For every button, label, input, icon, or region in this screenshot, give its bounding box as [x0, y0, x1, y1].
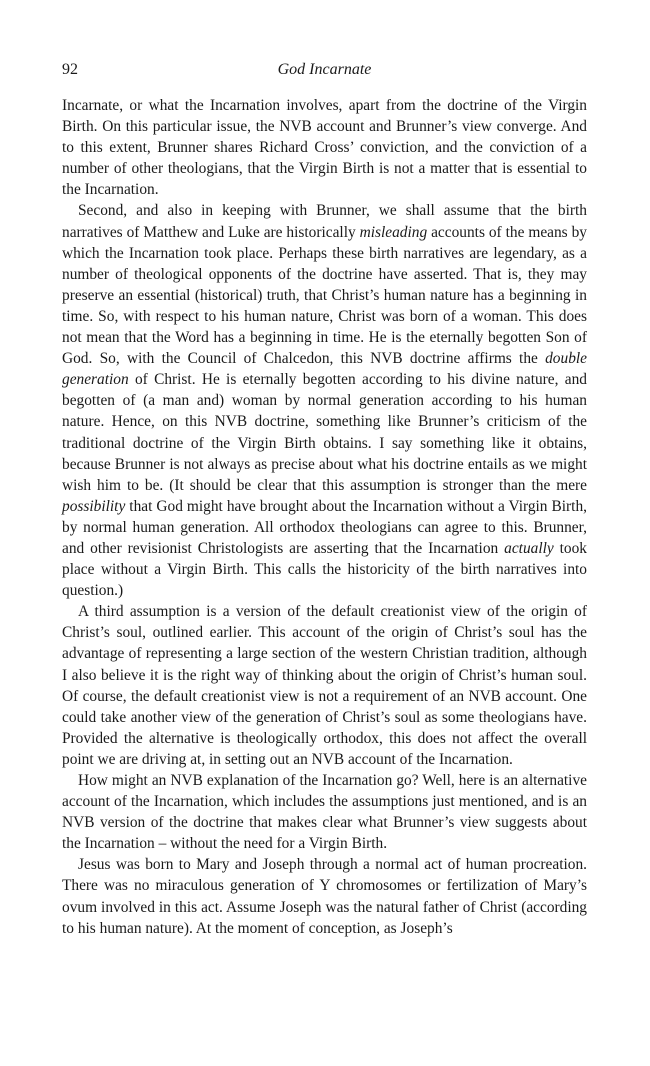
- paragraph: [62, 854, 587, 938]
- text-run: of Christ. He is eternally begotten according to his divine nature, and begotten of (a man and) woman by normal generation according to his human nature. Hence, on this NVB doctrine, something like Brunner’s criticism of the traditional doctrine of the Virgin Birth obtains. I say something like it obtains, because Brunner is not always as precise about what his doctrine entails as we might wish him to be. (It should be clear that this assumption is stronger than the mere: [62, 371, 587, 494]
- text-run: A third assumption is a version of the default creationist view of the origin of Christ’s soul, outlined earlier. This account of the origin of Christ’s soul has the advantage of representing a large section of the western Christian tradition, although I also believe it is the right way of thinking about the origin of Christ’s human soul. Of course, the default creationist view is not a requirement of an NVB account. One could take another view of the generation of Christ’s soul as some theologians have. Provided the alternative is theologically orthodox, this does not affect the overall point we are driving at, in setting out an NVB account of the Incarnation.: [62, 603, 587, 768]
- running-head: [62, 56, 587, 84]
- text-run: Incarnate, or what the Incarnation involves, apart from the doctrine of the Virgin Birth. On this particular issue, the NVB account and Brunner’s view converge. And to this extent, Brunner shares Richard Cross’ conviction, and the conviction of a number of other theologians, that the Virgin Birth is not a matter that is essential to the Incarnation.: [62, 97, 587, 199]
- italic-text: possibility: [62, 497, 126, 515]
- text-run: took place without a Virgin Birth. This calls the historicity of the birth narratives into question.): [62, 539, 587, 600]
- text-run: Second, and also in keeping with Brunner, we shall assume that the birth narratives of Matthew and Luke are historically: [62, 202, 587, 241]
- paragraph: [62, 200, 587, 601]
- page-number: 92: [62, 61, 78, 78]
- book-page: [62, 56, 587, 939]
- text-run: that God might have brought about the Incarnation without a Virgin Birth, by normal human generation. All orthodox theologians can agree to this. Brunner, and other revisionist Christologists are asserting that the Incarnation: [62, 497, 587, 557]
- text-run: Jesus was born to Mary and Joseph through a normal act of human procreation. There was no miraculous generation of Y chromosomes or fertilization of Mary’s ovum involved in this act. Assume Joseph was the natural father of Christ (according to his human nature). At the moment of conception, as Joseph’s: [62, 856, 587, 937]
- italic-text: misleading: [359, 223, 428, 241]
- paragraph: [62, 601, 587, 770]
- running-title: God Incarnate: [277, 61, 372, 78]
- italic-text: double generation: [62, 350, 587, 389]
- text-run: accounts of the means by which the Incarnation took place. Perhaps these birth narratives are legendary, as a number of theological opponents of the doctrine have asserted. That is, they may preserve an essential (historical) truth, that Christ’s human nature has a beginning in time. So, with respect to his human nature, Christ was born of a woman. This does not mean that the Word has a beginning in time. He is the eternally begotten Son of God. So, with the Council of Chalcedon, this NVB doctrine affirms the: [62, 223, 587, 368]
- body-text: [62, 95, 587, 939]
- italic-text: actually: [504, 539, 554, 557]
- paragraph: [62, 770, 587, 854]
- paragraph: [62, 95, 587, 200]
- text-run: How might an NVB explanation of the Incarnation go? Well, here is an alternative account of the Incarnation, which includes the assumptions just mentioned, and is an NVB version of the doctrine that makes clear what Brunner’s view suggests about the Incarnation – without the need for a Virgin Birth.: [62, 772, 587, 853]
